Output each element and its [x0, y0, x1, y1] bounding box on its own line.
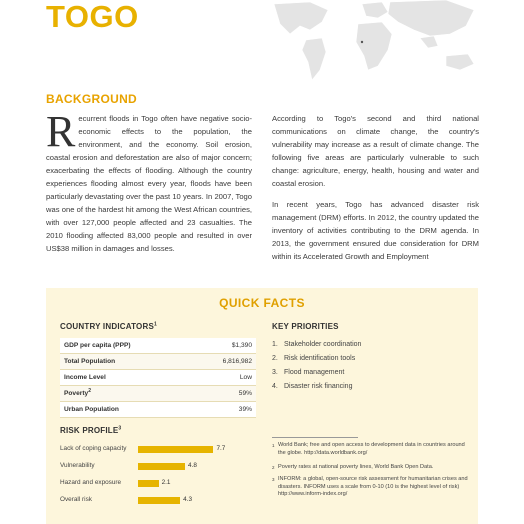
quick-facts-title: QUICK FACTS — [219, 296, 305, 310]
risk-bar — [138, 480, 159, 487]
quick-facts-box — [46, 288, 478, 524]
risk-label: Hazard and exposure — [60, 479, 122, 486]
indicator-label-text: Total Population — [64, 358, 116, 365]
priority-number: 3. — [272, 369, 278, 376]
risk-row — [60, 462, 260, 472]
indicator-label-text: Urban Population — [64, 406, 119, 413]
footnote-mark: 2 — [272, 465, 275, 470]
priority-item — [272, 338, 361, 352]
indicator-label — [60, 386, 191, 402]
background-left-column — [46, 107, 252, 263]
indicator-row — [60, 402, 256, 418]
risk-bar — [138, 463, 185, 470]
background-right-column — [272, 112, 479, 271]
risk-value-label: 4.3 — [183, 496, 193, 503]
priority-item — [272, 380, 361, 394]
priority-text: Flood management — [284, 369, 345, 376]
footnote-mark: 1 — [272, 443, 275, 448]
country-indicators-footnote-mark: 1 — [153, 321, 157, 328]
risk-value-label: 7.7 — [216, 445, 226, 452]
priority-number: 1. — [272, 341, 278, 348]
indicator-label — [60, 402, 191, 418]
indicator-row — [60, 370, 256, 386]
risk-label: Lack of coping capacity — [60, 445, 127, 452]
indicator-value: 39% — [191, 402, 256, 418]
page-title: TOGO — [46, 0, 139, 34]
footnote-text: World Bank; free and open access to development data in countries around the globe. http://data.worldbank.org/ — [278, 442, 465, 456]
background-heading: BACKGROUND — [46, 92, 137, 106]
indicator-label-text: Poverty — [64, 390, 89, 397]
indicator-row — [60, 338, 256, 354]
risk-row — [60, 496, 260, 506]
togo-location-marker — [361, 41, 363, 43]
indicator-label — [60, 354, 191, 370]
risk-profile-footnote-mark: 3 — [118, 425, 122, 432]
footnote-item — [272, 476, 472, 499]
priority-number: 4. — [272, 383, 278, 390]
priority-text: Disaster risk financing — [284, 383, 353, 390]
country-indicators-table — [60, 338, 256, 418]
footnote-text: Poverty rates at national poverty lines, World Bank Open Data. — [278, 464, 434, 470]
risk-label: Overall risk — [60, 496, 92, 503]
risk-bar — [138, 497, 180, 504]
world-map-image — [270, 0, 482, 82]
risk-value-label: 4.8 — [188, 462, 197, 469]
background-paragraph-2: According to Togo's second and third national communications on climate change, the country's vulnerability may increase as a result of climate change. The following five areas are particularly vulnerable to such change: agriculture, energy, health, housing and water and coastal erosion. — [272, 114, 479, 188]
footnote-divider — [272, 437, 358, 438]
background-paragraph-1 — [46, 107, 252, 255]
footnote-text: INFORM: a global, open-source risk assessment for humanitarian crises and disasters. INFORM uses a scale from 0-10 (10 is the highest level of risk) http://www.inform-index.org/ — [278, 476, 468, 497]
country-indicators-heading — [60, 322, 157, 331]
indicator-value: Low — [191, 370, 256, 386]
priority-number: 2. — [272, 355, 278, 362]
indicator-label-text: GDP per capita (PPP) — [64, 342, 131, 349]
country-indicators-heading-text: COUNTRY INDICATORS — [60, 322, 154, 331]
indicator-value: $1,390 — [191, 338, 256, 354]
background-paragraph-1-text: ecurrent floods in Togo often have negative socio-economic effects to the population, the environment, and the economy. Soil erosion, coastal erosion and deforestation are also of major concern; exacerbating the effects of flooding. Although the country experiences flooding almost every year, floods have been particularly devastating over the past 10 years. In 2007, Togo was one of the hardest hit among the West African countries, with over 127,000 people affected and 23 casualties. The 2010 flooding affected 83,000 people and resulted in over US$38 million in damages and losses. — [46, 114, 252, 253]
indicator-label-text: Income Level — [64, 374, 106, 381]
footnote-item — [272, 464, 472, 472]
risk-bar — [138, 446, 213, 453]
priority-text: Risk identification tools — [284, 355, 356, 362]
risk-profile-heading-text: RISK PROFILE — [60, 426, 119, 435]
indicator-label — [60, 338, 191, 354]
risk-value-label: 2.1 — [161, 479, 171, 486]
indicator-footnote-mark: 2 — [88, 387, 91, 394]
risk-profile-heading — [60, 426, 121, 435]
key-priorities-list — [272, 338, 361, 394]
risk-row — [60, 445, 260, 455]
risk-label: Vulnerability — [60, 462, 95, 469]
drop-cap: R — [46, 107, 76, 156]
indicator-value: 59% — [191, 386, 256, 402]
footnote-mark: 3 — [272, 477, 275, 482]
indicator-value: 6,816,982 — [191, 354, 256, 370]
priority-item — [272, 366, 361, 380]
priority-text: Stakeholder coordination — [284, 341, 362, 348]
key-priorities-heading: KEY PRIORITIES — [272, 322, 339, 331]
indicator-row — [60, 386, 256, 402]
indicator-row — [60, 354, 256, 370]
footnote-item — [272, 442, 472, 457]
indicator-label — [60, 370, 191, 386]
background-paragraph-3: In recent years, Togo has advanced disaster risk management (DRM) efforts. In 2012, the country updated the inventory of activities contributing to the DRM agenda. In 2013, the government ensured due consideration for DRM within its Accelerated Growth and Employment — [272, 200, 479, 261]
priority-item — [272, 352, 361, 366]
risk-row — [60, 479, 260, 489]
